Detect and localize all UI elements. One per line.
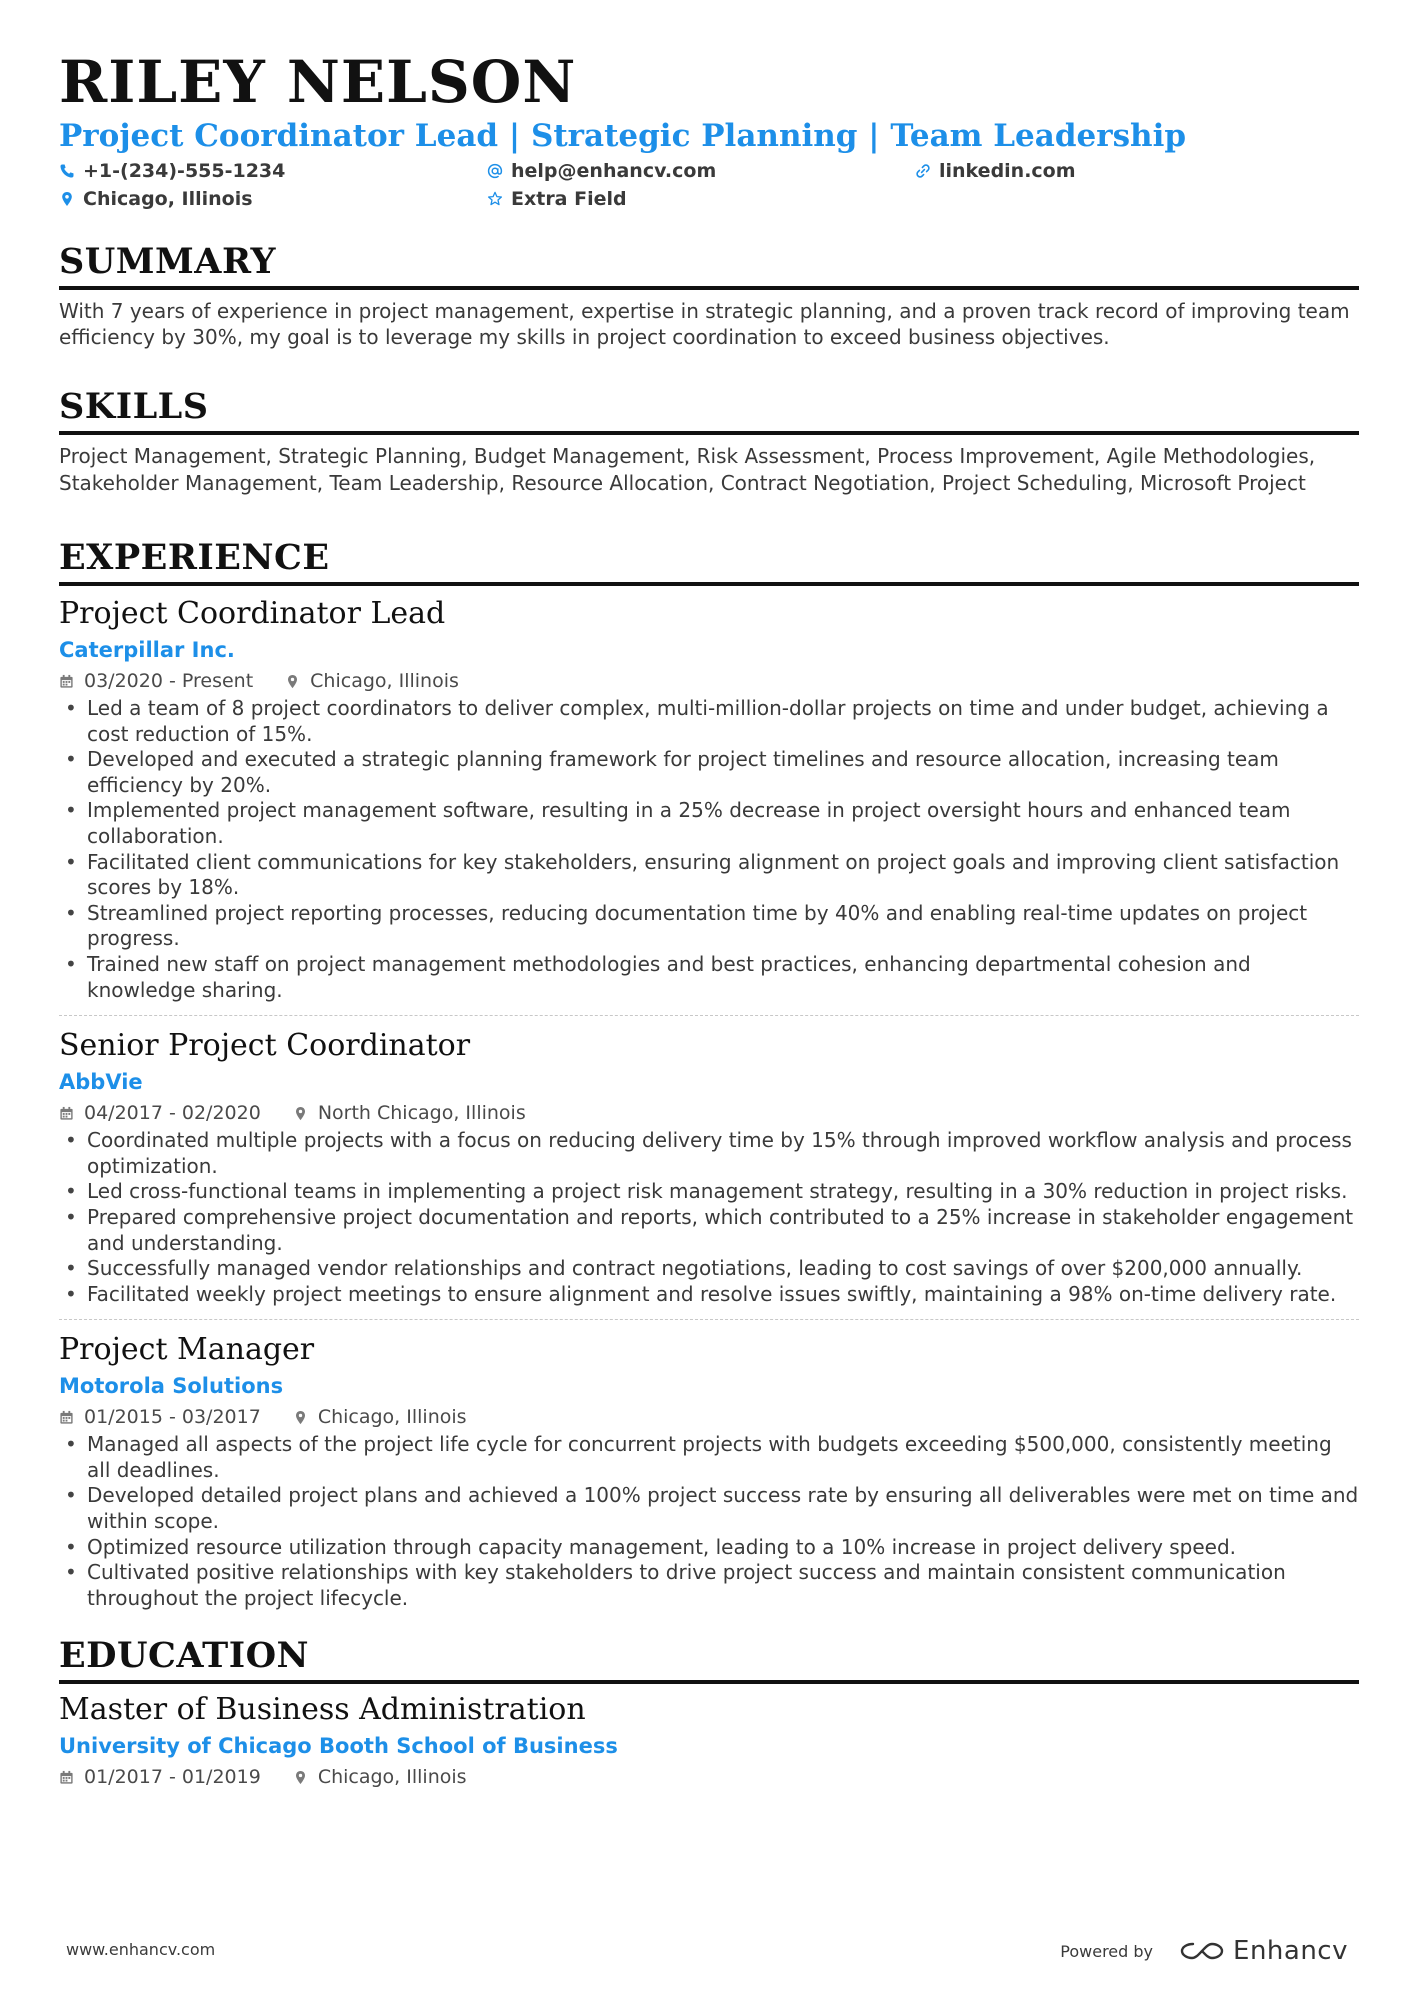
enhancv-logo[interactable] [1179, 1936, 1348, 1966]
achievement-bullet: • Successfully managed vendor relationships and contract negotiations, leading to cost savings of over $200,000 annually. [59, 1256, 1359, 1282]
phone-icon [59, 163, 75, 179]
resume-header [59, 48, 1359, 211]
achievement-bullet: • Cultivated positive relationships with key stakeholders to drive project success and maintain consistent communication throughout the project lifecycle. [59, 1560, 1359, 1611]
job-location-text: Chicago, Illinois [310, 670, 459, 692]
job-achievements [59, 696, 1359, 1003]
achievement-bullet: • Prepared comprehensive project documentation and reports, which contributed to a 25% increase in stakeholder engagement and understanding. [59, 1205, 1359, 1256]
contact-extra-text: Extra Field [511, 188, 627, 210]
calendar-icon [59, 1410, 74, 1425]
degree-title: Master of Business Administration [59, 1692, 586, 1728]
job-achievements [59, 1128, 1359, 1307]
map-pin-icon [59, 191, 75, 207]
section-divider [59, 1680, 1359, 1684]
job-entry [59, 1330, 1359, 1617]
job-company: Caterpillar Inc. [59, 638, 235, 662]
skills-text: Project Management, Strategic Planning, Budget Management, Risk Assessment, Process Improvement, Agile Methodologies, Stakeholder Management, Team Leadership, Resource Allocation, Contract Negotiation, Project Scheduling, Microsoft Project [59, 444, 1316, 495]
job-separator [59, 1015, 1359, 1016]
job-title: Project Coordinator Lead [59, 596, 446, 631]
brand-name: Enhancv [1233, 1936, 1348, 1966]
job-meta [59, 668, 1359, 694]
calendar-icon [59, 674, 74, 689]
job-meta [59, 1100, 1359, 1126]
education-location [293, 1764, 467, 1790]
calendar-icon [59, 1770, 74, 1785]
contact-extra [487, 187, 915, 211]
contact-linkedin-text: linkedin.com [939, 160, 1076, 182]
map-pin-icon [293, 1106, 308, 1121]
job-list [59, 594, 1359, 1617]
job-location-text: Chicago, Illinois [317, 1406, 467, 1429]
calendar-icon [59, 1106, 74, 1121]
section-divider [59, 582, 1359, 586]
summary-text: With 7 years of experience in project management, expertise in strategic planning, and a proven track record of improving team efficiency by 30%, my goal is to leverage my skills in project coordination to exceed business objectives. [59, 299, 1350, 349]
achievement-bullet: • Implemented project management software, resulting in a 25% decrease in project oversight hours and enhanced team collaboration. [59, 798, 1359, 849]
map-pin-icon [293, 1410, 308, 1425]
job-separator [59, 1319, 1359, 1320]
star-icon [487, 191, 503, 207]
page-footer [0, 1936, 1410, 1966]
achievement-bullet: • Streamlined project reporting processes, reducing documentation time by 40% and enabling real-time updates on project progress. [59, 901, 1359, 952]
job-dates-text: 01/2015 - 03/2017 [84, 1406, 261, 1429]
education-location-text: Chicago, Illinois [317, 1766, 467, 1789]
job-location [285, 668, 459, 694]
section-divider [59, 286, 1359, 290]
achievement-bullet: • Optimized resource utilization through capacity management, leading to a 10% increase in project delivery speed. [59, 1535, 1359, 1561]
job-title: Project Manager [59, 1332, 315, 1368]
section-divider [59, 431, 1359, 435]
summary-heading: SUMMARY [59, 241, 276, 282]
education-dates [59, 1764, 261, 1790]
job-company: AbbVie [59, 1070, 143, 1095]
school-name: University of Chicago Booth School of Business [59, 1734, 618, 1759]
experience-heading: EXPERIENCE [59, 537, 330, 578]
map-pin-icon [293, 1770, 308, 1785]
achievement-bullet: • Led cross-functional teams in implementing a project risk management strategy, resulting in a 30% reduction in project risks. [59, 1179, 1359, 1205]
summary-section [59, 241, 1359, 350]
achievement-bullet: • Developed and executed a strategic planning framework for project timelines and resource allocation, increasing team efficiency by 20%. [59, 747, 1359, 798]
powered-by-text: Powered by [1060, 1941, 1154, 1961]
footer-branding [1060, 1936, 1348, 1966]
achievement-bullet: • Managed all aspects of the project life cycle for concurrent projects with budgets exceeding $500,000, consistently meeting all deadlines. [59, 1432, 1359, 1483]
contact-email-text: help@enhancv.com [511, 160, 717, 182]
footer-website-link[interactable]: www.enhancv.com [66, 1940, 216, 1959]
job-achievements [59, 1432, 1359, 1611]
resume-page [59, 48, 1359, 1796]
map-pin-icon [285, 674, 300, 689]
education-heading: EDUCATION [59, 1635, 310, 1677]
contact-phone[interactable] [59, 159, 487, 183]
achievement-bullet: • Led a team of 8 project coordinators to deliver complex, multi-million-dollar projects on time and under budget, achieving a cost reduction of 15%. [59, 696, 1359, 747]
contact-info [59, 159, 1359, 211]
job-dates [59, 668, 253, 694]
achievement-bullet: • Coordinated multiple projects with a focus on reducing delivery time by 15% through improved workflow analysis and process optimization. [59, 1128, 1359, 1179]
experience-section [59, 537, 1359, 1617]
job-dates [59, 1100, 261, 1126]
job-dates-text: 04/2017 - 02/2020 [84, 1102, 261, 1125]
job-location [293, 1404, 467, 1430]
job-location-text: North Chicago, Illinois [317, 1102, 526, 1125]
job-location [293, 1100, 526, 1126]
achievement-bullet: • Facilitated weekly project meetings to ensure alignment and resolve issues swiftly, maintaining a 98% on-time delivery rate. [59, 1282, 1359, 1308]
job-title: Senior Project Coordinator [59, 1028, 471, 1064]
education-meta [59, 1764, 1359, 1790]
achievement-bullet: • Developed detailed project plans and achieved a 100% project success rate by ensuring all deliverables were met on time and within scope. [59, 1483, 1359, 1534]
candidate-name: RILEY NELSON [59, 48, 577, 116]
education-entry [59, 1690, 1359, 1796]
contact-location [59, 187, 487, 211]
skills-heading: SKILLS [59, 386, 209, 427]
contact-location-text: Chicago, Illinois [83, 188, 253, 210]
job-dates-text: 03/2020 - Present [84, 670, 254, 692]
candidate-headline: Project Coordinator Lead | Strategic Planning | Team Leadership [59, 118, 1187, 154]
enhancv-logo-icon [1179, 1940, 1225, 1962]
at-sign-icon [487, 163, 503, 179]
achievement-bullet: • Trained new staff on project management methodologies and best practices, enhancing departmental cohesion and knowledge sharing. [59, 952, 1359, 1003]
job-meta [59, 1404, 1359, 1430]
skills-section [59, 386, 1359, 497]
job-entry [59, 594, 1359, 1009]
achievement-bullet: • Facilitated client communications for key stakeholders, ensuring alignment on project goals and improving client satisfaction scores by 18%. [59, 850, 1359, 901]
contact-phone-text: +1-(234)-555-1234 [83, 160, 286, 182]
contact-email[interactable] [487, 159, 915, 183]
job-dates [59, 1404, 261, 1430]
contact-linkedin[interactable] [915, 159, 1215, 183]
education-section [59, 1635, 1359, 1796]
job-entry [59, 1026, 1359, 1313]
education-dates-text: 01/2017 - 01/2019 [84, 1766, 261, 1789]
link-icon [915, 163, 931, 179]
job-company: Motorola Solutions [59, 1374, 284, 1399]
